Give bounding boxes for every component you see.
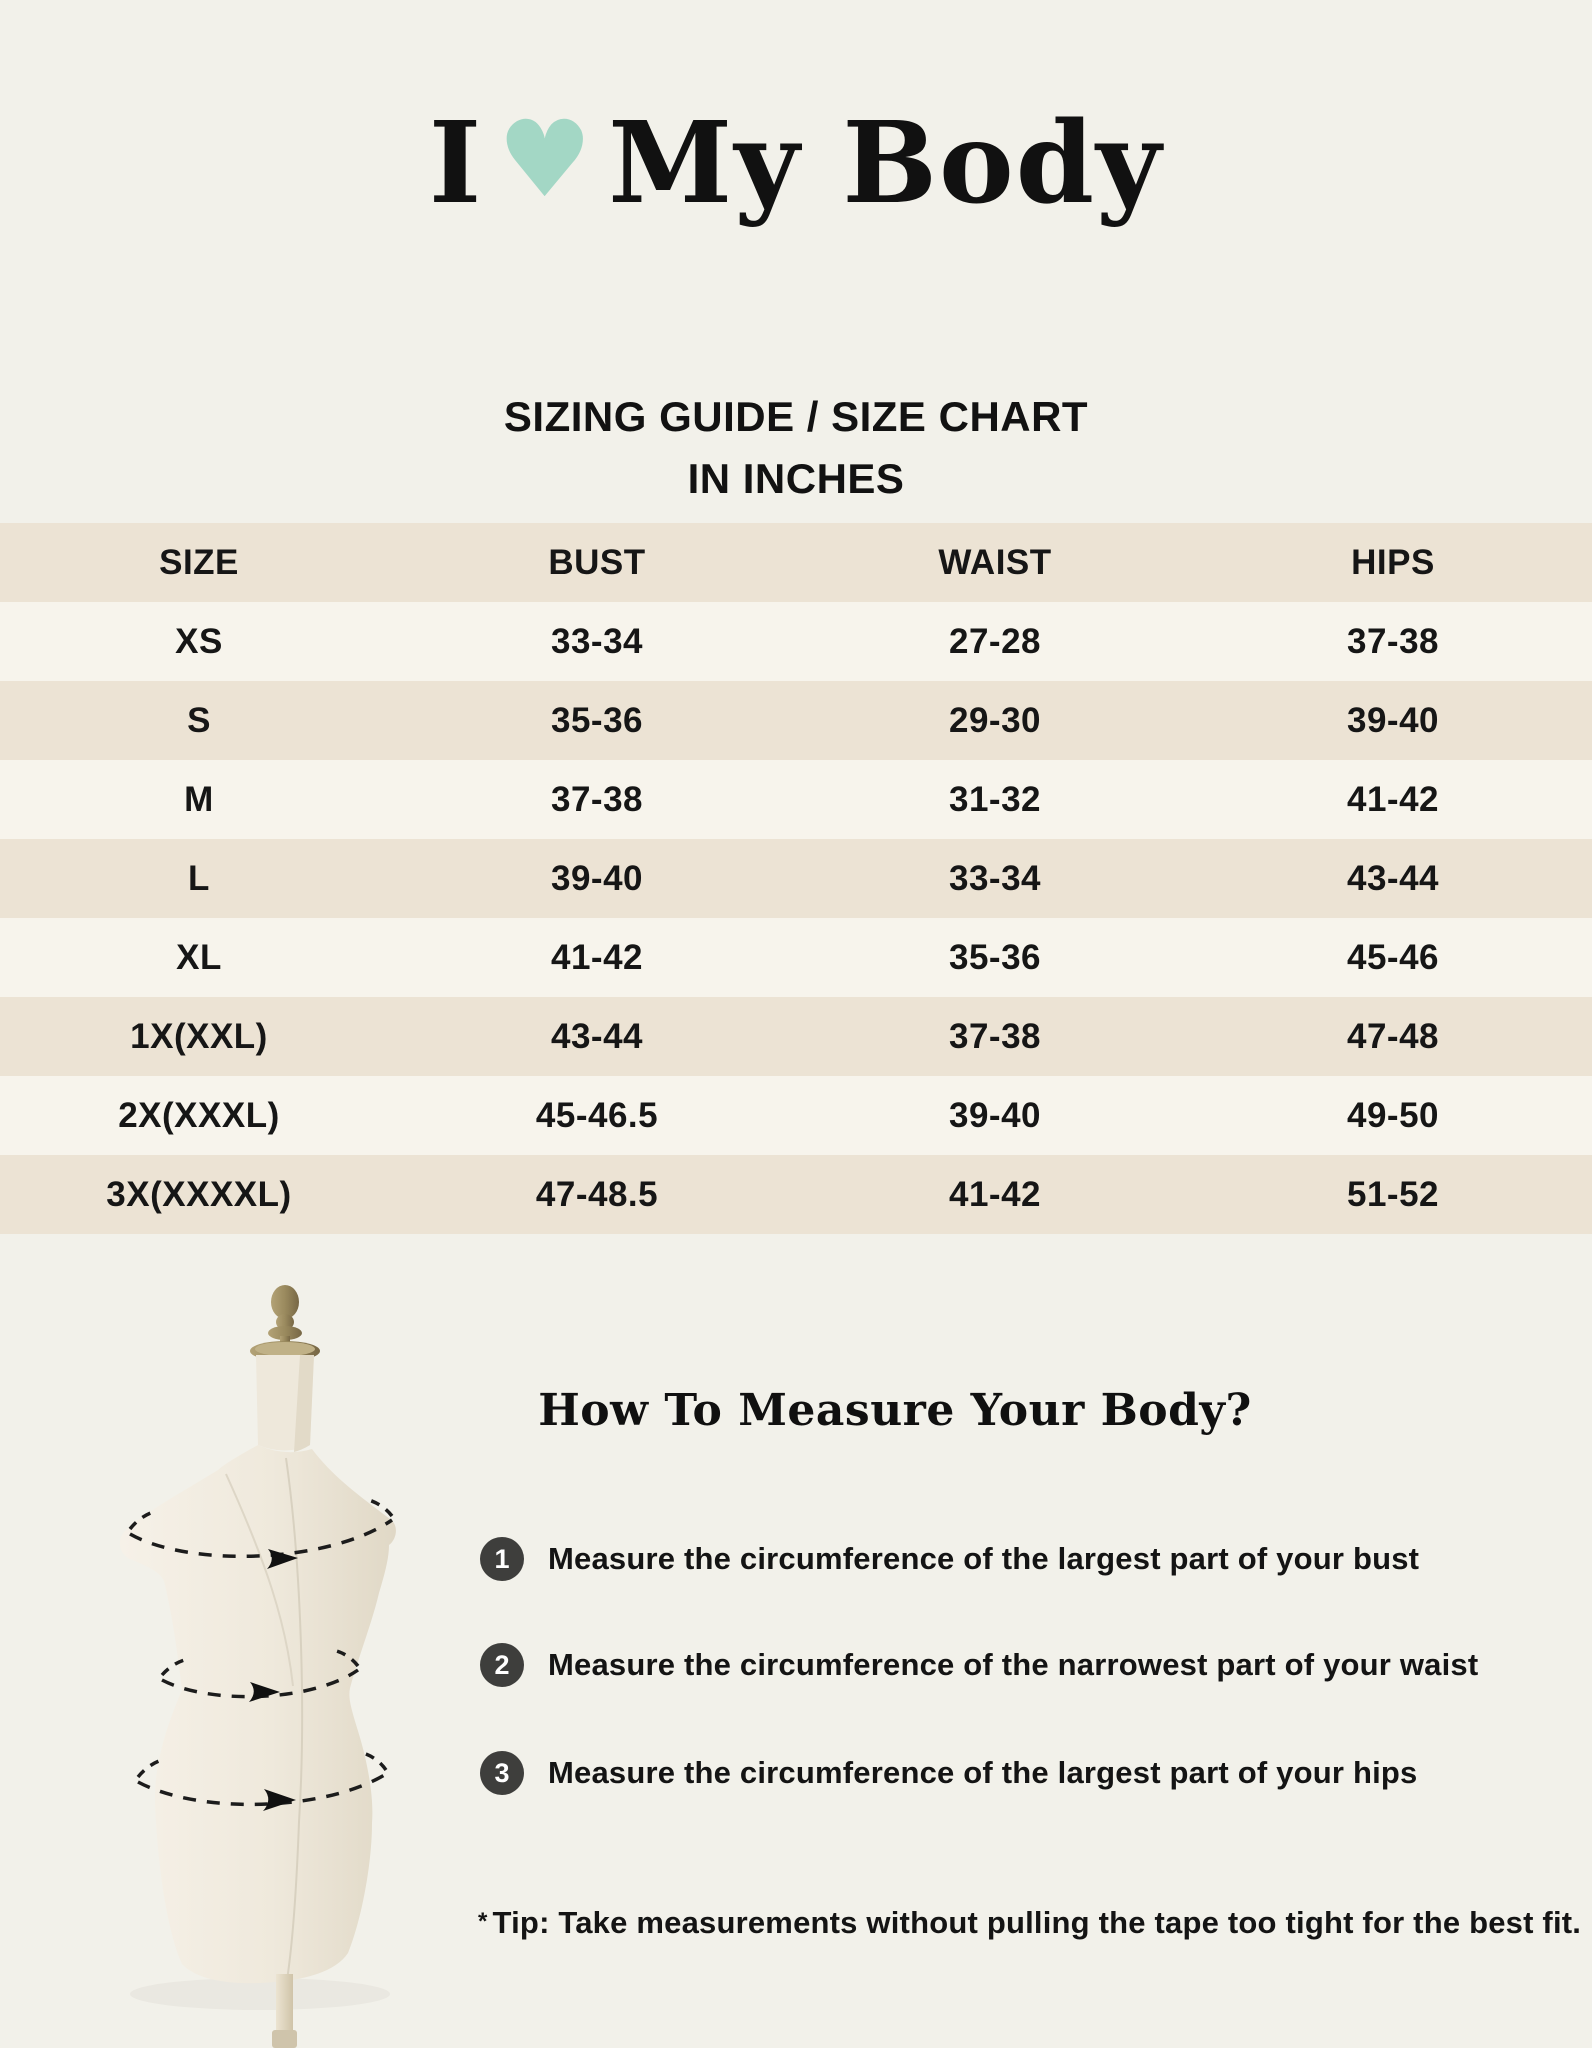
subtitle bbox=[0, 386, 1592, 510]
table-row bbox=[0, 1076, 1592, 1155]
measure-section bbox=[470, 1385, 1582, 2005]
page-title bbox=[0, 98, 1592, 229]
table-row bbox=[0, 681, 1592, 760]
table-cell: 37-38 bbox=[1346, 621, 1440, 661]
size-chart-table bbox=[0, 523, 1592, 1234]
table-cell: 45-46 bbox=[1346, 937, 1440, 977]
table-cell: XL bbox=[176, 937, 222, 977]
step-number-badge: 2 bbox=[480, 1643, 524, 1687]
table-cell: XS bbox=[175, 621, 223, 661]
step-text: Measure the circumference of the narrowest part of your waist bbox=[548, 1647, 1479, 1682]
table-cell: L bbox=[188, 858, 210, 898]
step-text: Measure the circumference of the largest part of your bust bbox=[548, 1541, 1420, 1576]
table-cell: 47-48 bbox=[1346, 1016, 1440, 1056]
table-cell: 41-42 bbox=[1346, 779, 1440, 819]
tip-text: Tip: Take measurements without pulling the tape too tight for the best fit. bbox=[492, 1905, 1582, 1940]
table-cell: 41-42 bbox=[948, 1174, 1042, 1214]
mannequin-finial bbox=[250, 1285, 320, 1361]
step-number-badge: 3 bbox=[480, 1751, 524, 1795]
table-cell: 29-30 bbox=[948, 700, 1042, 740]
table-row bbox=[0, 918, 1592, 997]
measure-step bbox=[480, 1751, 1418, 1795]
heart-icon: ♥ bbox=[497, 98, 595, 221]
table-cell: 37-38 bbox=[948, 1016, 1042, 1056]
table-cell: 2X(XXXL) bbox=[118, 1095, 280, 1135]
table-cell: 3X(XXXXL) bbox=[106, 1174, 292, 1214]
table-cell: 39-40 bbox=[948, 1095, 1042, 1135]
title-word-my-body: My Body bbox=[608, 98, 1164, 229]
table-cell: 33-34 bbox=[948, 858, 1042, 898]
table-row bbox=[0, 839, 1592, 918]
table-cell: 35-36 bbox=[550, 700, 644, 740]
table-cell: 43-44 bbox=[550, 1016, 644, 1056]
asterisk-icon: * bbox=[478, 1908, 488, 1935]
table-row bbox=[0, 997, 1592, 1076]
title-word-i: I bbox=[428, 98, 484, 229]
table-cell: 45-46.5 bbox=[535, 1095, 659, 1135]
table-row bbox=[0, 602, 1592, 681]
table-cell: M bbox=[184, 779, 214, 819]
dress-form-mannequin bbox=[100, 1262, 420, 2048]
step-number-badge: 1 bbox=[480, 1537, 524, 1581]
table-cell: 33-34 bbox=[550, 621, 644, 661]
mannequin-torso bbox=[120, 1445, 396, 1983]
table-cell: 43-44 bbox=[1346, 858, 1440, 898]
measure-heading: How To Measure Your Body? bbox=[538, 1385, 1252, 1436]
table-header-cell: BUST bbox=[548, 542, 646, 582]
table-cell: 47-48.5 bbox=[535, 1174, 659, 1214]
table-cell: 27-28 bbox=[948, 621, 1042, 661]
table-cell: 31-32 bbox=[948, 779, 1042, 819]
table-cell: 37-38 bbox=[550, 779, 644, 819]
subtitle-line-1: SIZING GUIDE / SIZE CHART bbox=[503, 393, 1089, 440]
table-row bbox=[0, 760, 1592, 839]
table-cell: 41-42 bbox=[550, 937, 644, 977]
subtitle-line-2: IN INCHES bbox=[687, 455, 905, 502]
table-header-cell: WAIST bbox=[938, 542, 1052, 582]
measure-tip bbox=[478, 1905, 1581, 1941]
table-cell: 1X(XXL) bbox=[130, 1016, 268, 1056]
table-cell: 51-52 bbox=[1346, 1174, 1440, 1214]
table-header-row bbox=[0, 523, 1592, 602]
table-cell: 49-50 bbox=[1346, 1095, 1440, 1135]
measure-step bbox=[480, 1537, 1419, 1581]
measure-step bbox=[480, 1643, 1478, 1687]
mannequin-image bbox=[100, 1262, 420, 2048]
table-cell: 39-40 bbox=[550, 858, 644, 898]
table-cell: 35-36 bbox=[948, 937, 1042, 977]
table-cell: S bbox=[187, 700, 211, 740]
table-header-cell: SIZE bbox=[159, 542, 239, 582]
table-header-cell: HIPS bbox=[1351, 542, 1435, 582]
table-row bbox=[0, 1155, 1592, 1234]
table-cell: 39-40 bbox=[1346, 700, 1440, 740]
step-text: Measure the circumference of the largest part of your hips bbox=[548, 1755, 1418, 1790]
